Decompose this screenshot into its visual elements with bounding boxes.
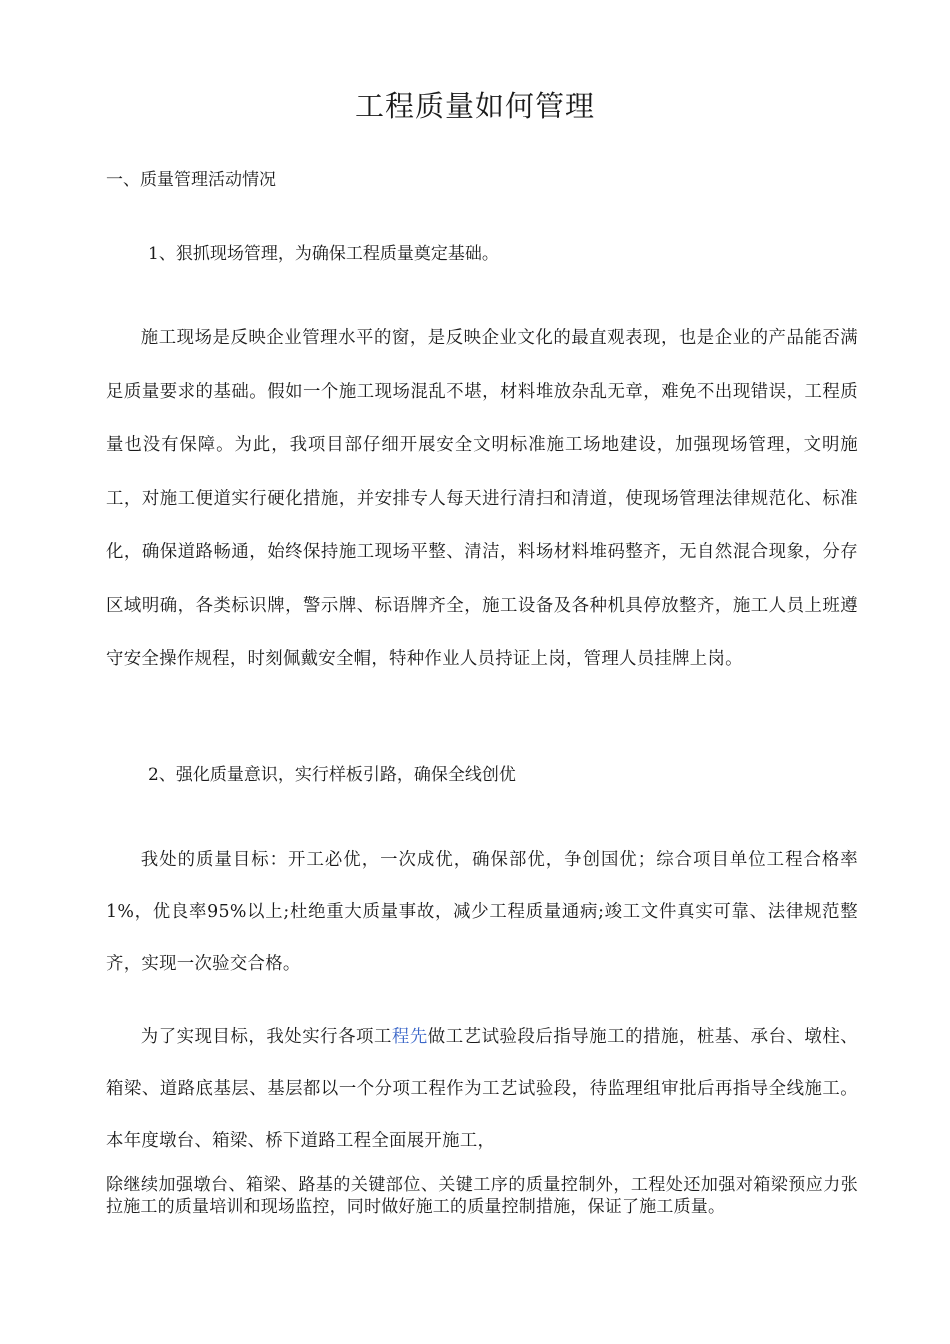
subsection-heading-1: 1、狠抓现场管理，为确保工程质量奠定基础。: [148, 244, 499, 264]
section-heading: 一、质量管理活动情况: [106, 170, 276, 190]
paragraph-2: 我处的质量目标：开工必优，一次成优，确保部优，争创国优；综合项目单位工程合格率1%，优良率95%以上;杜绝重大质量事故，减少工程质量通病;竣工文件真实可靠、法律规范整齐，实现一次验交合格。: [106, 850, 858, 974]
subsection-heading-2: 2、强化质量意识，实行样板引路，确保全线创优: [148, 765, 516, 785]
paragraph-3-text-start: 为了实现目标，我处实行各项工: [140, 1027, 392, 1047]
document-title: 工程质量如何管理: [354, 89, 595, 123]
paragraph-3-highlight-link[interactable]: 程先: [391, 1027, 428, 1047]
paragraph-3-text-end: 做工艺试验段后指导施工的措施，桩基、承台、墩柱、箱梁、道路底基层、基层都以一个分项工程作为工艺试验段，待监理组审批后再指导全线施工。本年度墩台、箱梁、桥下道路工程全面展开施工，: [106, 1027, 858, 1151]
paragraph-3: [106, 1011, 858, 1167]
paragraph-4: 除继续加强墩台、箱梁、路基的关键部位、关键工序的质量控制外，工程处还加强对箱梁预应力张拉施工的质量培训和现场监控，同时做好施工的质量控制措施，保证了施工质量。: [106, 1175, 858, 1217]
paragraph-1: 施工现场是反映企业管理水平的窗，是反映企业文化的最直观表现，也是企业的产品能否满足质量要求的基础。假如一个施工现场混乱不堪，材料堆放杂乱无章，难免不出现错误，工程质量也没有保障。为此，我项目部仔细开展安全文明标准施工场地建设，加强现场管理，文明施工，对施工便道实行硬化措施，并安排专人每天进行清扫和清道，使现场管理法律规范化、标准化，确保道路畅通，始终保持施工现场平整、清洁，料场材料堆码整齐，无自然混合现象，分存区域明确，各类标识牌，警示牌、标语牌齐全，施工设备及各种机具停放整齐，施工人员上班遵守安全操作规程，时刻佩戴安全帽，特种作业人员持证上岗，管理人员挂牌上岗。: [106, 328, 858, 669]
